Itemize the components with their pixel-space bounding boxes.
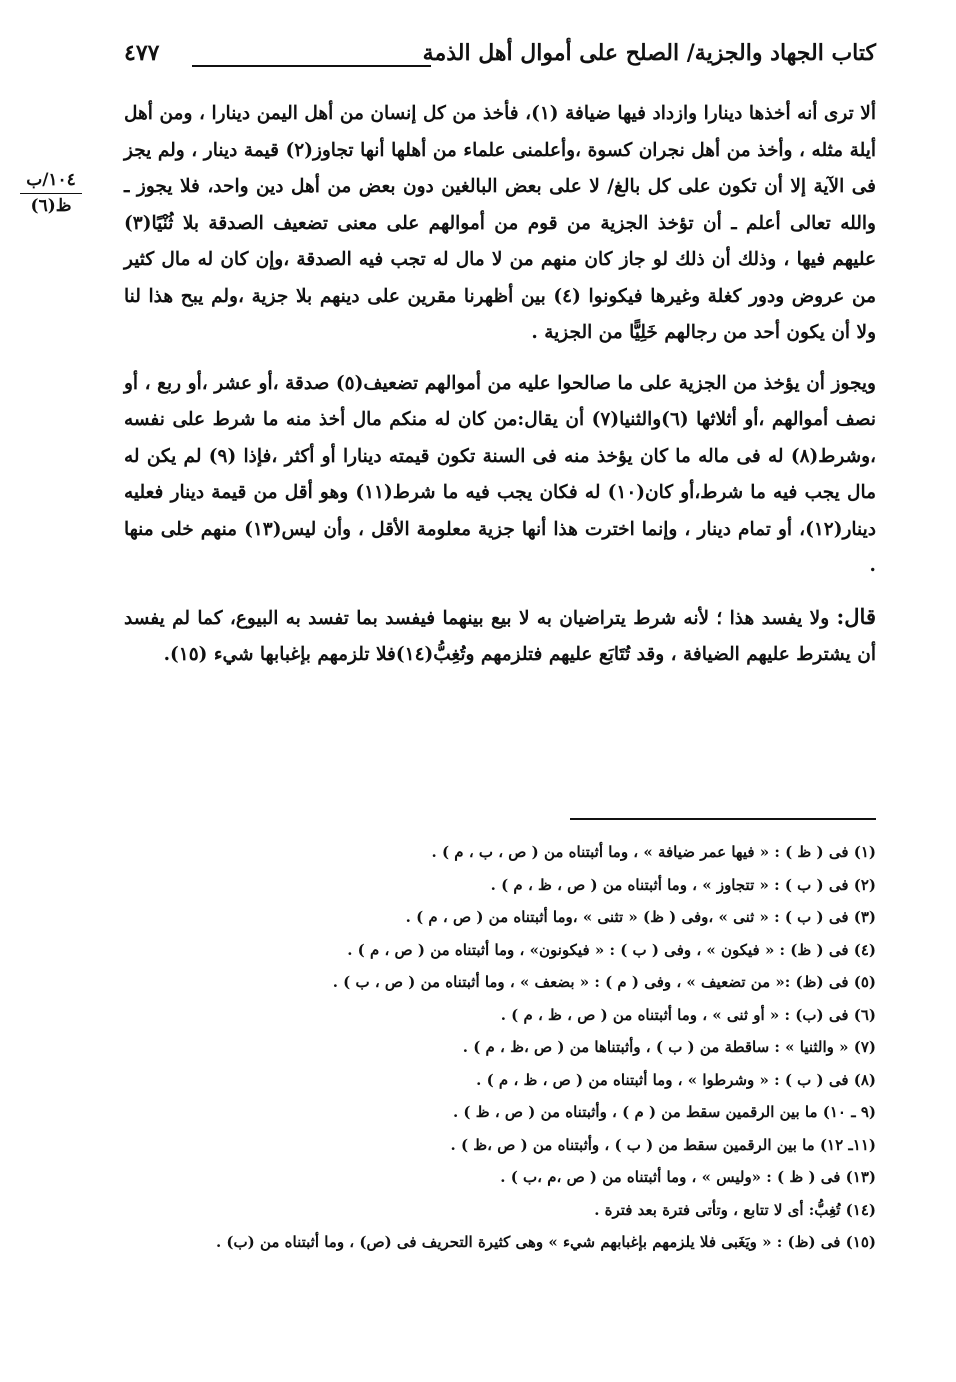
paragraph-3 xyxy=(124,599,876,674)
speaker-label: قال: xyxy=(836,603,876,629)
page-number: ٤٧٧ xyxy=(124,40,160,66)
footnote-4: (٤) فى ( ظ) : « فيكون » ، وفى ( ب ) : « فيكونون» ، وما أثبتناه من ( ص ، م ) . xyxy=(347,940,876,959)
paragraph-2: ويجوز أن يؤخذ من الجزية على ما صالحوا عليه من أموالهم تضعيف(٥) صدقة ،أو عشر ،أو ربع ، أو نصف أموالهم ،أو أثلاثها (٦)والثنيا(٧) أن يقال:من كان له منكم مال أخذ منه ما شرط على نفسه ،وشرط(٨) له فى ماله ما كان يؤخذ منه فى السنة تكون قيمته دينارا أو أكثر ،فإذا (٩) لم يكن له مال يجب فيه ما شرط،أو كان(١٠) له فكان يجب فيه ما شرط(١١) وهو أقل من قيمة دينار فعليه دينار(١٢)، أو تمام دينار ، وإنما اخترت هذا أنها جزية معلومة الأقل ، وأن ليس(١٣) منهم خلى منها . xyxy=(124,372,877,576)
footnote-8: (٨) فى ( ب ) : « وشرطوا » ، وما أثبتناه من ( ص ، ظ ، م ) . xyxy=(476,1070,876,1089)
footnotes xyxy=(124,836,876,1259)
footnote-14: (١٤) تُغِبُّ: أى لا تتابع ، وتأتى فترة بعد فترة . xyxy=(594,1200,876,1219)
main-text xyxy=(124,96,876,674)
folio-ref-bottom: ظ(٦) xyxy=(30,196,72,216)
footnote-2: (٢) فى ( ب ) : « تتجاوز » ، وما أثبتناه من ( ص ، ظ ، م ) . xyxy=(490,875,876,894)
footnote-15: (١٥) فى (ظ) : « ويَغَبى فلا يلزمهم بإغبابهم شيء » وهى كثيرة التحريف فى (ص) ، وما أثبتناه من (ب) . xyxy=(215,1233,876,1251)
footnote-11-12: (١١ـ ١٢) ما بين الرقمين سقط من ( ب ) ، وأثبتناه من ( ص ،ظ ) . xyxy=(450,1135,876,1154)
footnote-9-10: (٩ ـ ١٠) ما بين الرقمين سقط من ( م ) ، وأثبتناه من ( ص ، ظ ) . xyxy=(452,1103,876,1121)
running-title: كتاب الجهاد والجزية/ الصلح على أموال أهل الذمة xyxy=(422,40,876,66)
footnote-3: (٣) فى ( ب ) : « ثنى » ،وفى ( ظ) « تثنى » ،وما أثبتناه من ( ص ، م ) . xyxy=(405,908,876,926)
footnote-7: (٧) « والثنيا » : ساقطة من ( ب ) ، وأثبتناها من ( ص ،ظ ، م ) . xyxy=(462,1038,876,1056)
footnote-6: (٦) فى (ب) : « أو ثنى » ، وما أثبتناه من ( ص ، ظ ، م ) . xyxy=(500,1005,876,1024)
paragraph-1: ألا ترى أنه أخذها دينارا وازداد فيها ضيافة (١)، فأخذ من كل إنسان من أهل اليمن دينارا ، ومن أهل أيلة مثله ، وأخذ من أهل نجران كسوة ،وأعلمنى علماء من أهلها أنها تجاوز(٢) قيمة دينار ، ولم يجز فى الآية إلا أن تكون على كل بالغ/ لا على بعض البالغين دون بعض من أهل دين واحد، فلا يجوز ـ والله تعالى أعلم ـ أن تؤخذ الجزية من قوم من أموالهم على معنى تضعيف الصدقة بلا ثُنْيًا(٣) عليهم فيها ، وذلك أن ذلك لو جاز كان منهم من لا مال له تجب فيه الصدقة ،وإن كان له مال كثير من عروض ودور كغلة وغيرها فيكونوا (٤) بين أظهرنا مقرين على دينهم بلا جزية ،ولم يبح هذا لنا ولا أن يكون أحد من رجالهم خَلِيًّا من الجزية . xyxy=(124,103,876,343)
footnote-13: (١٣) فى ( ظ ) : «وليس » ، وما أثبتناه من ( ص ،م ،ب ) . xyxy=(500,1168,876,1186)
page-header xyxy=(124,40,876,80)
paragraph-3-text: ولا يفسد هذا ؛ لأنه شرط يتراضيان به لا بيع بينهما فيفسد بما تفسد به البيوع، كما لم يفسد أن يشترط عليهم الضيافة ، وقد تُتَابَع عليهم فتلزمهم وتُغِبُّ(١٤)فلا تلزمهم بإغبابها شيء (١٥). xyxy=(124,607,876,665)
header-rule xyxy=(192,65,431,67)
footnote-1: (١) فى ( ظ ) : « فيها عمر ضيافة » ، وما أثبتناه من ( ص ، ب ، م ) . xyxy=(431,843,876,861)
folio-ref-top: ١٠٤/ب xyxy=(20,172,82,194)
footnote-5: (٥) فى (ظ) :« من تضعيف » ، وفى ( م ) : « بضعف » ، وما أثبتناه من ( ص ، ب ) . xyxy=(332,973,876,991)
manuscript-folio-note xyxy=(20,172,82,215)
footnote-separator xyxy=(570,818,876,820)
